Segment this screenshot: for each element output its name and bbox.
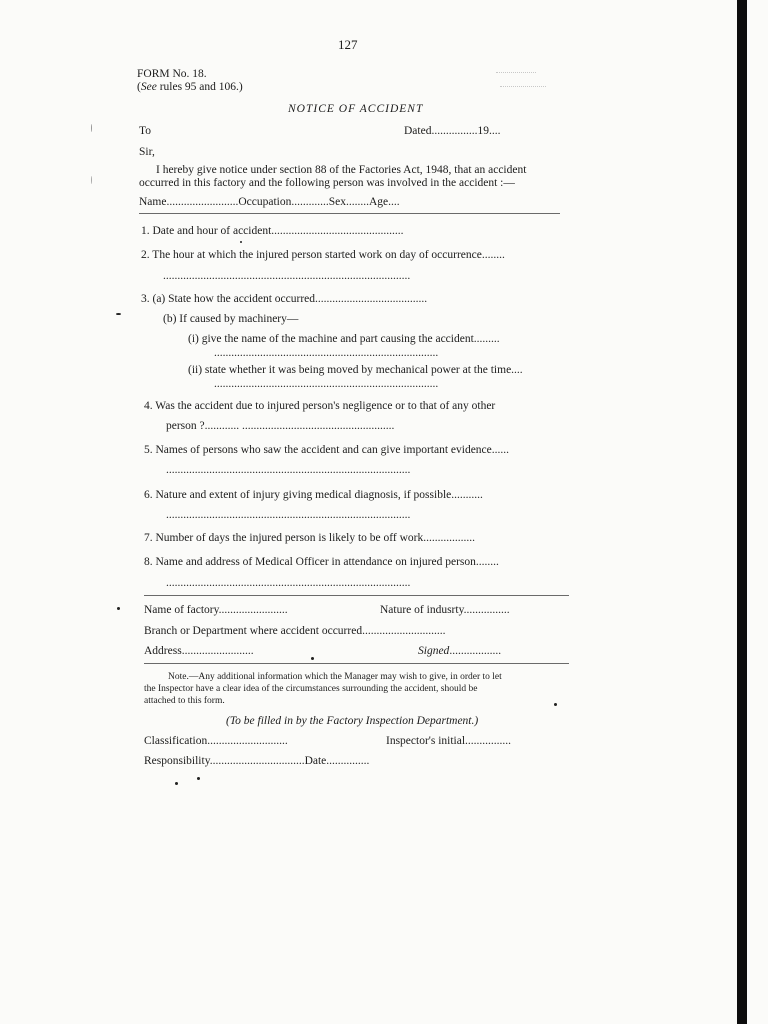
divider-rule	[139, 213, 560, 214]
divider-rule	[144, 663, 569, 664]
signed-label: Signed	[418, 645, 450, 657]
intro-line-1: I hereby give notice under section 88 of the Factories Act, 1948, that an accident	[156, 164, 527, 176]
inspector-initial-field: Inspector's initial................	[386, 735, 512, 747]
classification-field: Classification............................	[144, 735, 288, 747]
note-line-3: attached to this form.	[144, 696, 225, 706]
item-8-continuation: .....................................................................................	[166, 577, 411, 589]
form-title: NOTICE OF ACCIDENT	[288, 103, 424, 115]
item-5: 5. Names of persons who saw the accident and can give important evidence......	[144, 444, 510, 456]
branch-department-field: Branch or Department where accident occurred.............................	[144, 625, 446, 637]
item-5-continuation: .....................................................................................	[166, 464, 411, 476]
address-field: Address.........................	[144, 645, 254, 657]
scan-speck	[197, 777, 200, 780]
faint-stamp-mark	[500, 86, 546, 87]
intro-line-2: occurred in this factory and the following person was involved in the accident :—	[139, 177, 515, 189]
item-4-continuation: person ?............ .....................................................	[166, 420, 395, 432]
item-1: 1. Date and hour of accident..............................................	[141, 225, 404, 237]
item-3a: 3. (a) State how the accident occurred.......................................	[141, 293, 428, 305]
salutation: Sir,	[139, 146, 155, 158]
note-line-1: Note.—Any additional information which the Manager may wish to give, in order to let	[168, 672, 502, 682]
item-3b-i: (i) give the name of the machine and part causing the accident.........	[188, 333, 500, 345]
see-rules-text: rules 95 and 106.)	[156, 81, 243, 93]
item-3b-i-continuation: ..............................................................................	[214, 347, 439, 359]
scan-speck	[554, 703, 557, 706]
to-label: To	[139, 125, 151, 137]
faint-stamp-mark	[496, 72, 536, 73]
form-number: FORM No. 18.	[137, 68, 207, 80]
signed-field	[418, 644, 501, 658]
scan-speck	[240, 241, 242, 243]
scanner-edge-bar	[737, 0, 747, 1024]
item-3b: (b) If caused by machinery—	[163, 313, 299, 325]
scan-speck	[91, 176, 92, 184]
item-4: 4. Was the accident due to injured person's negligence or to that of any other	[144, 400, 496, 412]
factory-name-field: Name of factory........................	[144, 604, 288, 616]
see-rules-italic: See	[140, 81, 157, 93]
divider-rule	[144, 595, 569, 596]
page-number: 127	[338, 37, 358, 52]
item-3b-ii-continuation: ..............................................................................	[214, 378, 439, 390]
note-line-2: the Inspector have a clear idea of the circumstances surrounding the accident, should be	[144, 684, 478, 694]
item-8: 8. Name and address of Medical Officer in attendance on injured person........	[144, 556, 499, 568]
item-6: 6. Nature and extent of injury giving medical diagnosis, if possible...........	[144, 489, 483, 501]
item-2: 2. The hour at which the injured person started work on day of occurrence........	[141, 249, 505, 261]
scan-speck	[117, 607, 120, 610]
scan-speck	[311, 657, 314, 660]
item-3b-ii: (ii) state whether it was being moved by mechanical power at the time....	[188, 364, 523, 376]
dated-field: Dated................19....	[404, 125, 501, 137]
item-2-continuation: ......................................................................................	[163, 270, 411, 282]
department-instruction: (To be filled in by the Factory Inspection Department.)	[226, 715, 479, 727]
scan-speck	[116, 313, 121, 315]
signed-dots: ..................	[449, 645, 502, 657]
name-line: Name.........................Occupation.............Sex........Age....	[139, 196, 400, 208]
scan-speck	[91, 124, 92, 132]
item-7: 7. Number of days the injured person is likely to be off work..................	[144, 532, 475, 544]
scan-speck	[175, 782, 178, 785]
responsibility-date-field: Responsibility.................................Date...............	[144, 755, 370, 767]
nature-of-industry-field: Nature of indusrty................	[380, 604, 510, 616]
item-6-continuation: .....................................................................................	[166, 509, 411, 521]
see-rules: (See rules 95 and 106.)	[137, 81, 243, 93]
